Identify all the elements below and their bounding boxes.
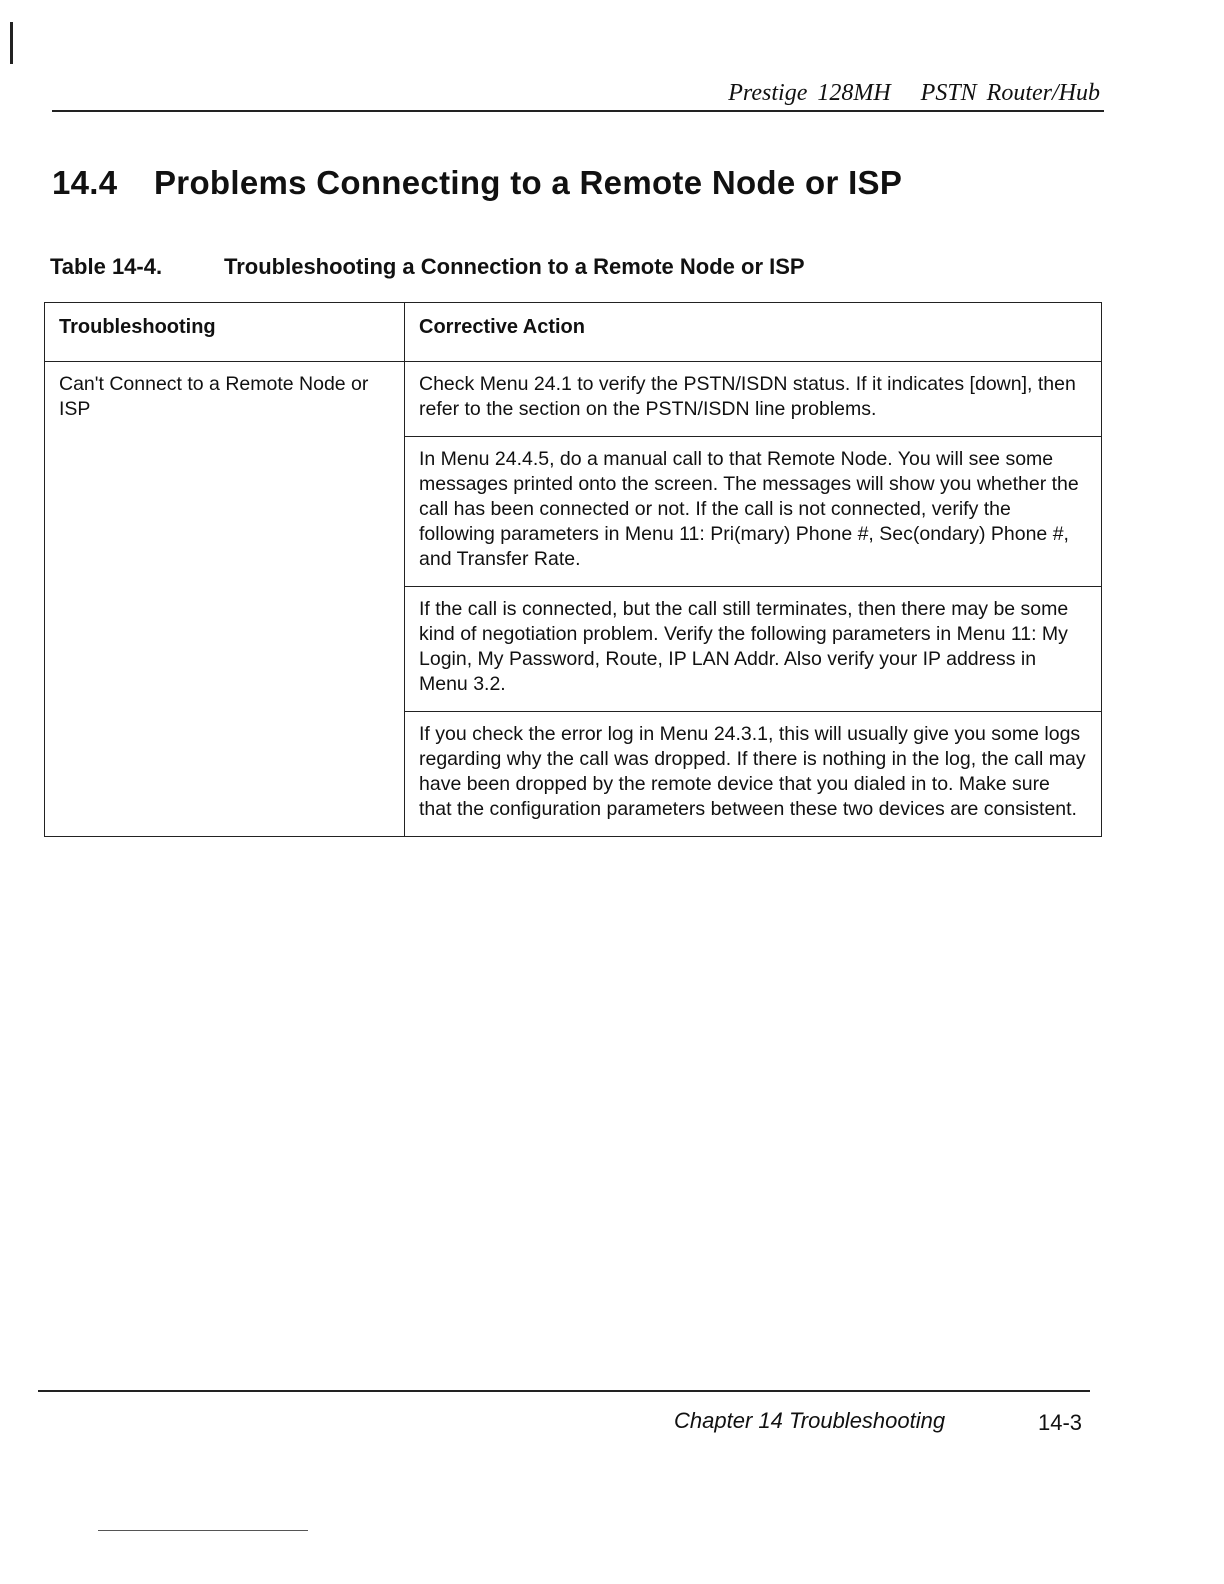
section-number: 14.4 (52, 164, 118, 201)
table-row (45, 362, 1102, 437)
column-header-troubleshooting: Troubleshooting (45, 303, 405, 362)
table-caption-number: Table 14-4. (50, 254, 163, 279)
footer-page-number: 14-3 (1038, 1410, 1083, 1435)
table-caption-title: Troubleshooting a Connection to a Remote Node or ISP (224, 254, 805, 279)
running-header: Prestige 128MH PSTN Router/Hub (728, 80, 1100, 106)
bottom-scan-mark (98, 1530, 308, 1531)
section-title: Problems Connecting to a Remote Node or ISP (154, 164, 903, 201)
column-header-corrective-action: Corrective Action (405, 303, 1102, 362)
action-cell-3: If the call is connected, but the call still terminates, then there may be some kind of negotiation problem. Verify the following parameters in Menu 11: My Login, My Password, Route, IP LAN Addr. Also verify your IP address in Menu 3.2. (405, 587, 1102, 712)
problem-cell: Can't Connect to a Remote Node or ISP (45, 362, 405, 837)
table-header-row (45, 303, 1102, 362)
action-cell-4: If you check the error log in Menu 24.3.1, this will usually give you some logs regarding why the call was dropped. If there is nothing in the log, the call may have been dropped by the remote device that you dialed in to. Make sure that the configuration parameters between these two devices are consistent. (405, 712, 1102, 837)
footer-chapter: Chapter 14 Troubleshooting (674, 1408, 946, 1433)
header-rule (52, 110, 1104, 112)
action-cell-1: Check Menu 24.1 to verify the PSTN/ISDN status. If it indicates [down], then refer to the section on the PSTN/ISDN line problems. (405, 362, 1102, 437)
section-heading (52, 164, 902, 202)
margin-scan-mark (10, 22, 13, 64)
troubleshooting-table (44, 302, 1102, 837)
footer-rule (38, 1390, 1090, 1392)
action-cell-2: In Menu 24.4.5, do a manual call to that Remote Node. You will see some messages printed onto the screen. The messages will show you whether the call has been connected or not. If the call is not connected, verify the following parameters in Menu 11: Pri(mary) Phone #, Sec(ondary) Phone #, and Transfer Rate. (405, 437, 1102, 587)
table-caption (50, 254, 805, 280)
